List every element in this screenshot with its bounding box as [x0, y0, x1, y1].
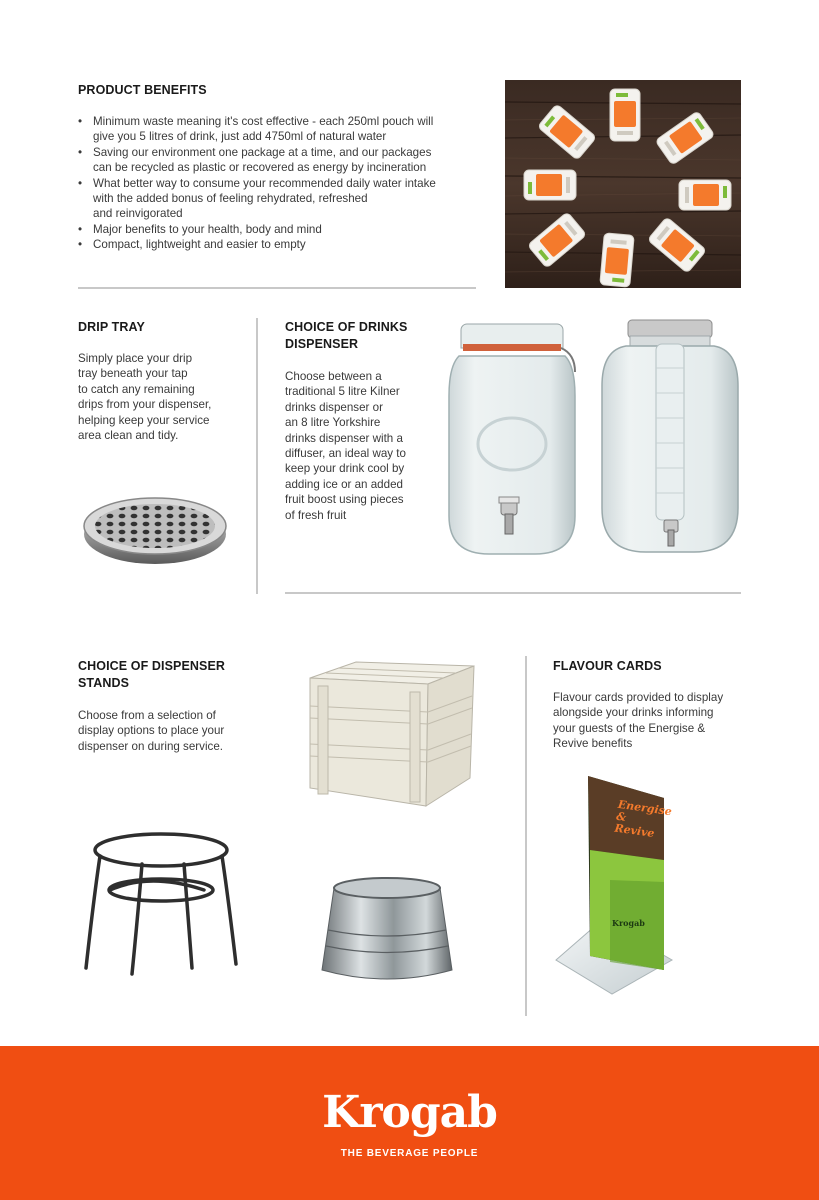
- list-item: • Minimum waste meaning it's cost effective - each 250ml pouch will give you 5 litres of drink, just add 4750ml of natural water: [78, 114, 488, 145]
- brand-tagline: THE BEVERAGE PEOPLE: [340, 1148, 479, 1159]
- card-title: Energise & Revive: [613, 797, 673, 841]
- product-benefits-title: PRODUCT BENEFITS: [78, 83, 207, 97]
- divider: [78, 287, 476, 289]
- brand-logo: Krogab: [322, 1087, 497, 1138]
- wire-stand-image: [80, 828, 242, 978]
- list-item: • What better way to consume your recommended daily water intake with the added bonus of feeling rehydrated, refreshed and reinvigorated: [78, 176, 488, 222]
- divider: [525, 656, 527, 1016]
- dispenser-stands-title: CHOICE OF DISPENSER STANDS: [78, 659, 226, 690]
- drip-tray-text: Simply place your drip tray beneath your tap to catch any remaining drips from your dispenser, helping keep your service area clean and tidy.: [78, 352, 212, 443]
- list-item: • Compact, lightweight and easier to empty: [78, 237, 488, 252]
- flavour-cards-title: FLAVOUR CARDS: [553, 659, 662, 673]
- product-benefits-list: [78, 114, 488, 253]
- crate-stand-image: [298, 656, 478, 816]
- dispenser-stands-text: Choose from a selection of display options to place your dispenser on during service.: [78, 709, 225, 753]
- yorkshire-jar-image: [600, 318, 740, 558]
- flavour-cards-text: Flavour cards provided to display alongside your drinks informing your guests of the Energise & Revive benefits: [553, 691, 724, 751]
- flavour-card-image: [552, 770, 702, 998]
- card-brand: Krogab: [612, 918, 645, 928]
- kilner-jar-image: [445, 316, 580, 561]
- drip-tray-image: [80, 488, 230, 568]
- list-item: • Saving our environment one package at a time, and our packages can be recycled as plastic or recovered as energy by incineration: [78, 145, 488, 176]
- drinks-dispenser-title: CHOICE OF DRINKS DISPENSER: [285, 320, 408, 351]
- bucket-stand-image: [320, 874, 454, 986]
- list-item: • Major benefits to your health, body and mind: [78, 222, 488, 237]
- divider: [285, 592, 741, 594]
- drip-tray-title: DRIP TRAY: [78, 320, 145, 334]
- divider: [256, 318, 258, 594]
- drinks-dispenser-text: Choose between a traditional 5 litre Kilner drinks dispenser or an 8 litre Yorkshire drinks dispenser with a diffuser, an ideal way to keep your drink cool by adding ice or an added fruit boost using pieces of fresh fruit: [285, 370, 406, 522]
- pouches-photo: [505, 80, 741, 288]
